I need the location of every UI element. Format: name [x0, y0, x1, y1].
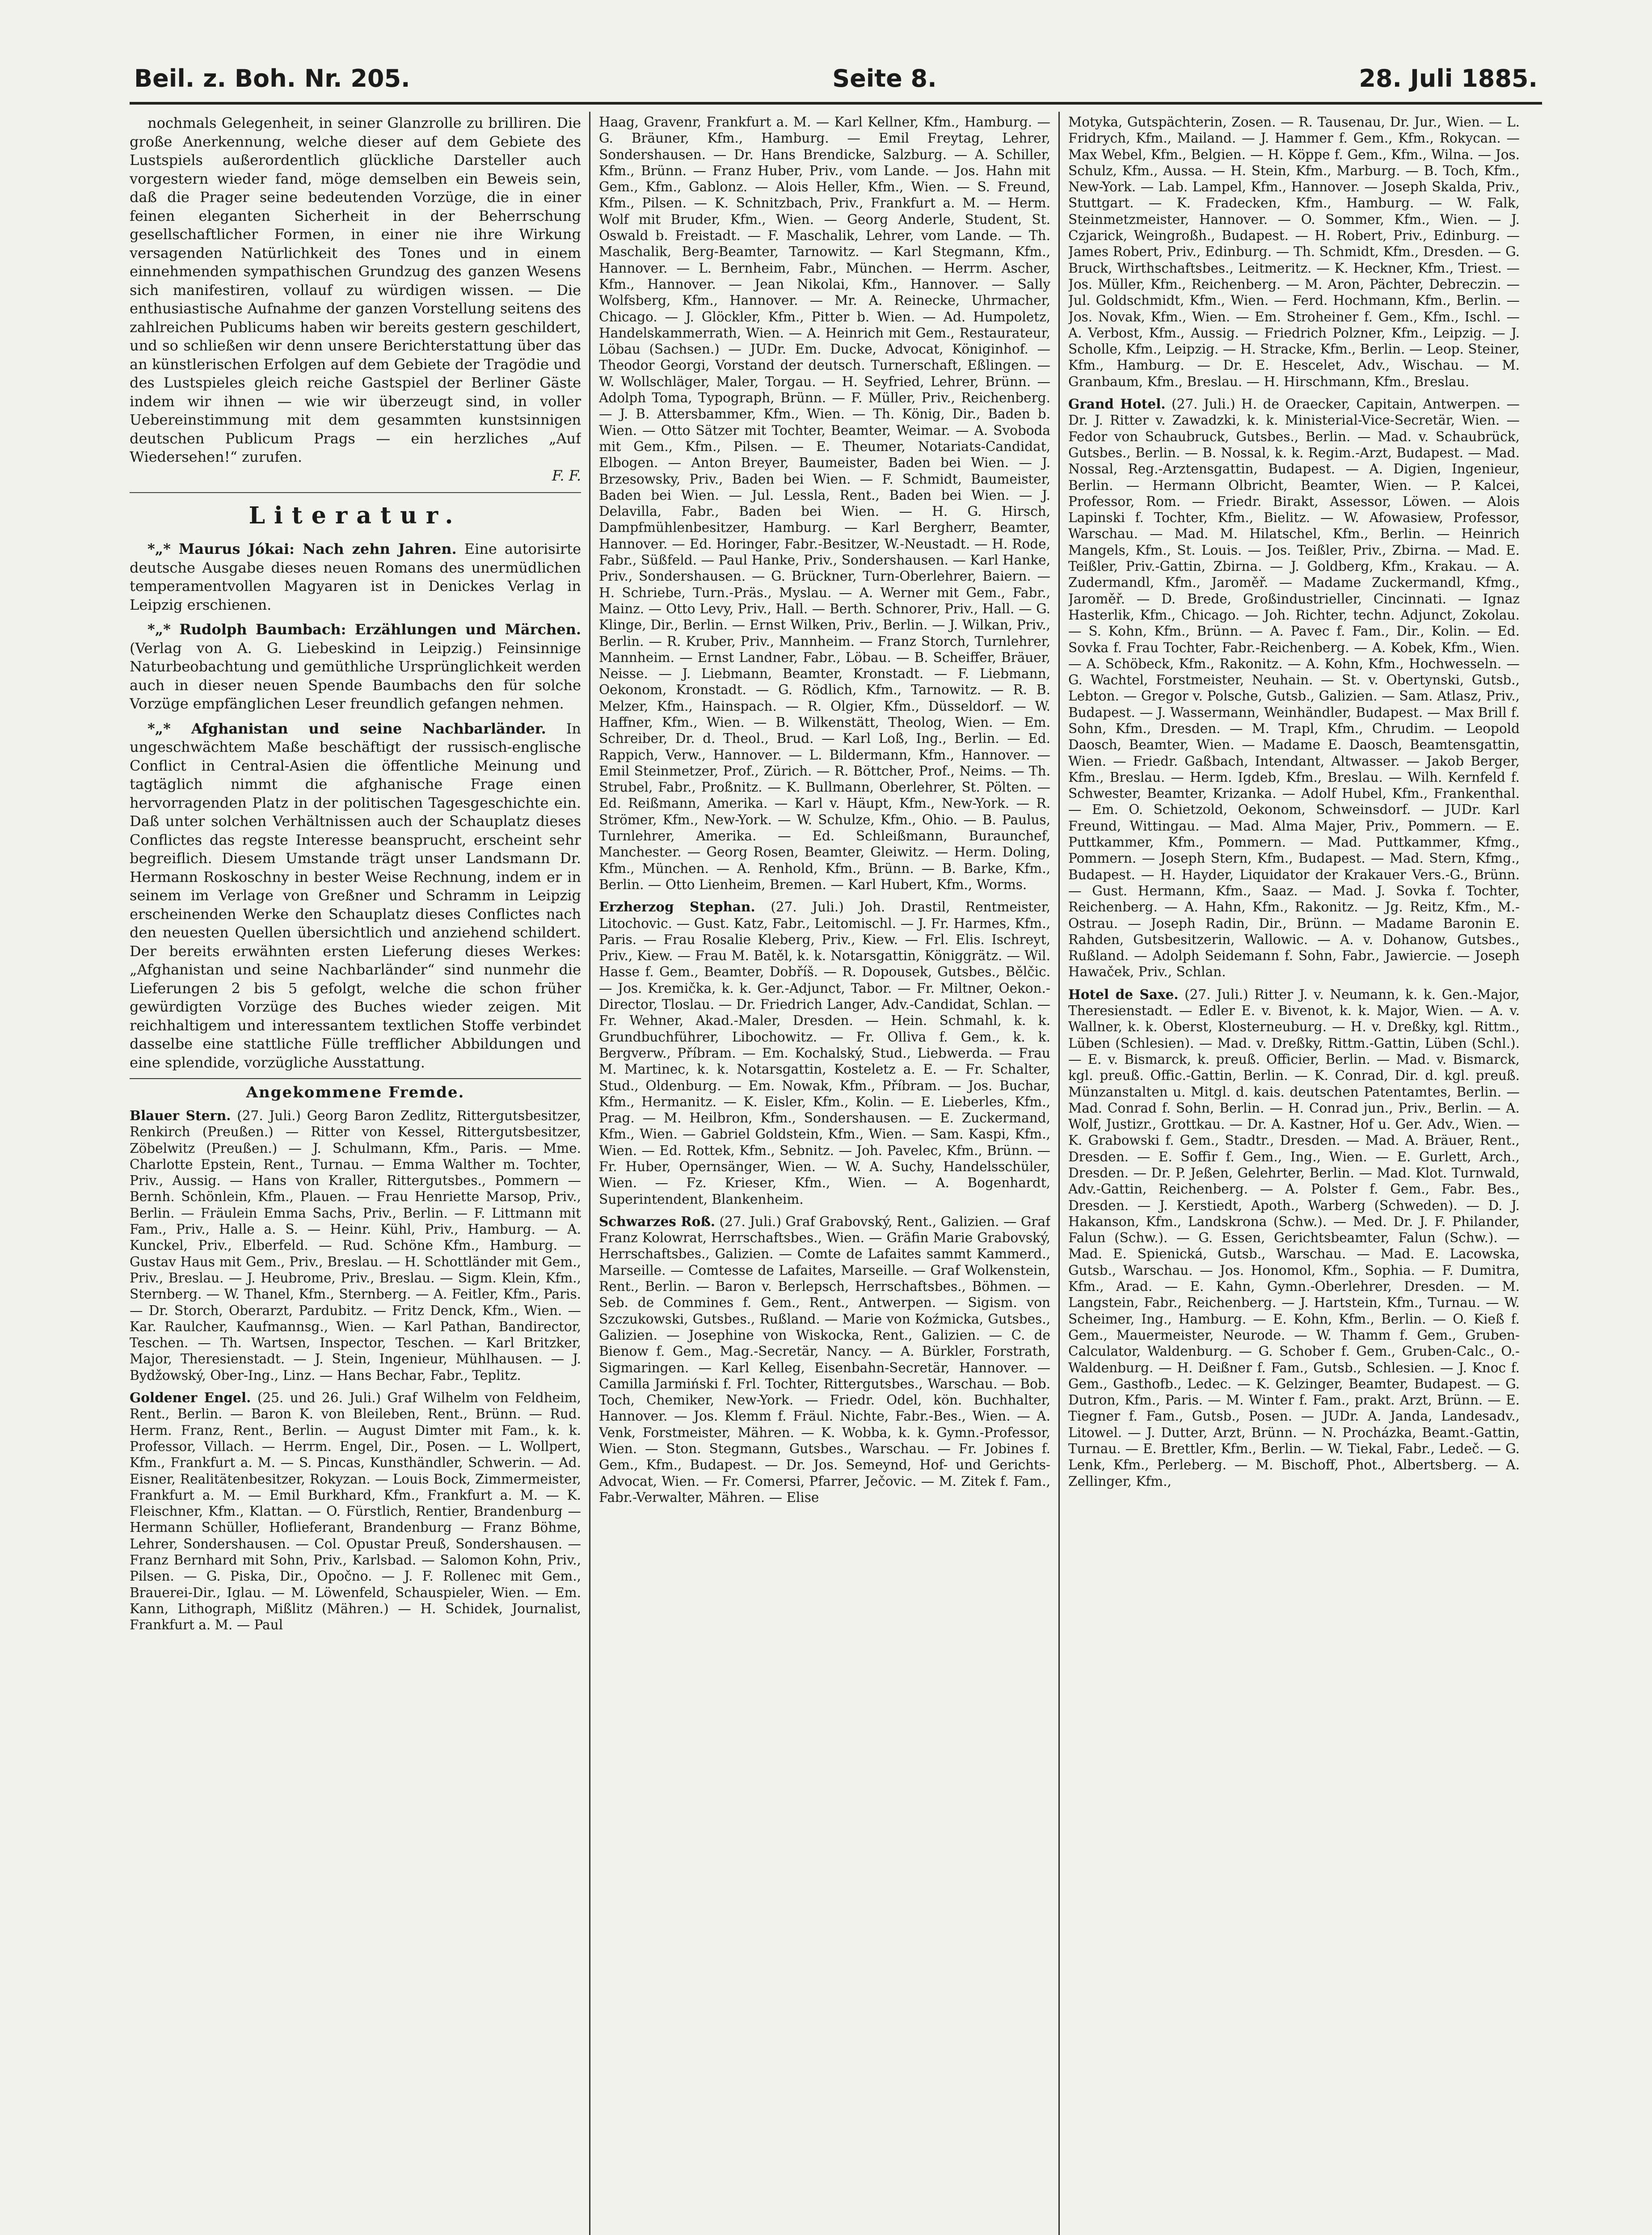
- hotel-name: Blauer Stern.: [130, 1108, 231, 1123]
- literatur-heading: Literatur.: [249, 502, 462, 529]
- literature-item-title: *„* Rudolph Baumbach: Erzählungen und Märchen.: [148, 621, 581, 638]
- hotel-guests: (27. Juli.) H. de Oraecker, Capitain, Antwerpen. — Dr. J. Ritter v. Zawadzki, k. k. Ministerial-Vice-Secretär, Wien. — Fedor von Schaubruck, Gutsbes., Berlin. — Mad. v. Schaubrück, Gutsbes., Berlin. — B. Nossal, k. k. Regim.-Arzt, Budapest. — Mad. Nossal, Reg.-Arztensgattin, Budapest. — A. Digien, Ingenieur, Berlin. — Hermann Olbricht, Beamter, Wien. — P. Kalcei, Professor, Rom. — Friedr. Birakt, Assessor, Löwen. — Alois Lapinski f. Tochter, Kfm., Bielitz. — W. Afowasiew, Professor, Warschau. — Mad. M. Hilatschel, Kfm., Berlin. — Heinrich Mangels, Kfm., St. Louis. — Jos. Teißler, Priv., Zbirna. — Mad. E. Teißler, Priv.-Gattin, Zbirna. — J. Goldberg, Kfm., Krakau. — A. Zudermandl, Kfm., Jaroměř. — Madame Zuckermandl, Kfmg., Jaroměř. — D. Brede, Großindustrieller, Cincinnati. — Ignaz Hasterlik, Kfm., Chicago. — Joh. Richter, techn. Adjunct, Zokolau. — S. Kohn, Kfm., Brünn. — A. Pavec f. Fam., Dir., Kolin. — Ed. Sovka f. Frau Tochter, Fabr.-Reichenberg. — A. Kobek, Kfm., Wien. — A. Schöbeck, Kfm., Rakonitz. — A. Kohn, Kfm., Hochwesseln. — G. Wachtel, Forstmeister, Neuhain. — St. v. Obertynski, Gutsb., Lebton. — Gregor v. Polsche, Gutsb., Galizien. — Sam. Atlasz, Priv., Budapest. — J. Wassermann, Weinhändler, Budapest. — Max Brill f. Sohn, Kfm., Dresden. — M. Trapl, Kfm., Chrudim. — Leopold Daosch, Beamter, Wien. — Madame E. Daosch, Beamtensgattin, Wien. — Friedr. Gaßbach, Intendant, Altwasser. — Jakob Berger, Kfm., Breslau. — Herm. Igdeb, Kfm., Breslau. — Wilh. Kernfeld f. Schwester, Beamter, Krizanka. — Adolf Hubel, Kfm., Frankenthal. — Em. O. Schietzold, Oekonom, Schweinsdorf. — JUDr. Karl Freund, Wittingau. — Mad. Alma Majer, Priv., Pommern. — E. Puttkammer, Kfm., Pommern. — Mad. Puttkammer, Kfmg., Pommern. — Joseph Stern, Kfm., Budapest. — Mad. Stern, Kfmg., Budapest. — H. Hayder, Liquidator der Krakauer Vers.-G., Brünn. — Gust. Hermann, Kfm., Saaz. — Mad. J. Sovka f. Tochter, Reichenberg. — A. Hahn, Kfm., Rakonitz. — Jg. Reitz, Kfm., M.-Ostrau. — Joseph Radin, Dir., Brünn. — Madame Baronin E. Rahden, Gutsbesitzerin, Wallowic. — A. v. Dohanow, Gutsbes., Rußland. — Adolph Seidemann f. Sohn, Fabr., Jawiercie. — Joseph Hawaček, Priv., Schlan.: [1068, 396, 1520, 980]
- column-3: [1068, 114, 1520, 2235]
- hotel-name: Goldener Engel.: [130, 1390, 251, 1406]
- theatre-review-text: nochmals Gelegenheit, in seiner Glanzrolle zu brilliren. Die große Anerkennung, welche dieser auf dem Gebiete des Lustspiels außerordentlich glückliche Darsteller auch vorgestern wieder fand, möge demselben ein Beweis sein, daß die Prager seine bedeutenden Vorzüge, die in einer feinen eleganten Sicherheit in der Beherrschung gesellschaftlicher Formen, in einer nie ihre Wirkung versagenden Natürlichkeit des Tones und in einem einnehmenden sympathischen Grundzug des ganzen Wesens sich manifestiren, vollauf zu würdigen wissen. — Die enthusiastische Aufnahme der ganzen Vorstellung seitens des zahlreichen Publicums haben wir bereits gestern geschildert, und so schließen wir denn unsere Berichterstattung über das an künstlerischen Erfolgen auf dem Gebiete der Tragödie und des Lustspieles gleich reiche Gastspiel der Berliner Gäste indem wir ihnen — wie wir überzeugt sind, in voller Uebereinstimmung mit dem gesammten kunstsinnigen deutschen Publicum Prags — ein herzliches „Auf Wiedersehen!“ zurufen.: [130, 114, 581, 465]
- hotel-guests: (27. Juli.) Georg Baron Zedlitz, Rittergutsbesitzer, Renkirch (Preußen.) — Ritter von Kessel, Rittergutsbesitzer, Zöbelwitz (Preußen.) — J. Schulmann, Kfm., Paris. — Mme. Charlotte Epstein, Rent., Turnau. — Emma Walther m. Tochter, Priv., Aussig. — Hans von Kraller, Rittergutsbes., Pommern — Bernh. Schönlein, Kfm., Plauen. — Frau Henriette Marsop, Priv., Berlin. — Fräulein Emma Sachs, Priv., Berlin. — F. Littmann mit Fam., Priv., Halle a. S. — Heinr. Kühl, Priv., Hamburg. — A. Kunckel, Priv., Elberfeld. — Rud. Schöne Kfm., Hamburg. — Gustav Haus mit Gem., Priv., Breslau. — H. Schottländer mit Gem., Priv., Breslau. — J. Heubrome, Priv., Breslau. — Sigm. Klein, Kfm., Sternberg. — W. Thanel, Kfm., Sternberg. — A. Feitler, Kfm., Paris. — Dr. Storch, Oberarzt, Pardubitz. — Fritz Denck, Kfm., Wien. — Kar. Raulcher, Kaufmannsg., Wien. — Karl Pathan, Bandirector, Teschen. — Th. Wartsen, Inspector, Teschen. — Karl Britzker, Major, Theresienstadt. — J. Stein, Ingenieur, Mühlhausen. — J. Bydžowský, Ober-Ing., Linz. — Hans Bechar, Fabr., Teplitz.: [130, 1108, 581, 1383]
- column-divider: [589, 112, 590, 2235]
- guest-list-continued: Haag, Gravenr, Frankfurt a. M. — Karl Kellner, Kfm., Hamburg. — G. Bräuner, Kfm., Hamburg. — Emil Freytag, Lehrer, Sondershausen. — Dr. Hans Brendicke, Salzburg. — A. Schiller, Kfm., Brünn. — Franz Huber, Priv., vom Lande. — Jos. Hahn mit Gem., Kfm., Gablonz. — Alois Heller, Kfm., Wien. — S. Freund, Kfm., Pilsen. — K. Schnitzbach, Priv., Frankfurt a. M. — Herm. Wolf mit Bruder, Kfm., Wien. — Georg Anderle, Student, St. Oswald b. Freistadt. — F. Maschalik, Lehrer, vom Lande. — Th. Maschalik, Berg-Beamter, Tarnowitz. — Karl Stegmann, Kfm., Hannover. — L. Bernheim, Fabr., München. — Herrm. Ascher, Kfm., Hannover. — Jean Nikolai, Kfm., Hannover. — Sally Wolfsberg, Kfm., Hannover. — Mr. A. Reinecke, Uhrmacher, Chicago. — J. Glöckler, Kfm., Pitter b. Wien. — Ad. Humpoletz, Handelskammerrath, Wien. — A. Heinrich mit Gem., Restaurateur, Löbau (Sachsen.) — JUDr. Em. Ducke, Advocat, Königinhof. — Theodor Georgi, Vorstand der deutsch. Turnerschaft, Eßlingen. — W. Wollschläger, Maler, Torgau. — H. Seyfried, Lehrer, Brünn. — Adolph Toma, Typograph, Brünn. — F. Müller, Priv., Reichenberg. — J. B. Attersbammer, Kfm., Wien. — Th. König, Dir., Baden b. Wien. — Otto Sätzer mit Tochter, Beamter, Weimar. — A. Svoboda mit Gem., Kfm., Pilsen. — E. Theumer, Notariats-Candidat, Elbogen. — Anton Breyer, Baumeister, Baden bei Wien. — J. Brzesowsky, Priv., Baden bei Wien. — F. Schmidt, Baumeister, Baden bei Wien. — Jul. Lessla, Rent., Baden bei Wien. — J. Delavilla, Fabr., Baden bei Wien. — H. G. Hirsch, Dampfmühlenbesitzer, Hamburg. — Karl Bergherr, Beamter, Hannover. — Ed. Horinger, Fabr.-Besitzer, W.-Neustadt. — H. Rode, Fabr., Süßfeld. — Paul Hanke, Priv., Sondershausen. — Karl Hanke, Priv., Sondershausen. — G. Brückner, Turn-Oberlehrer, Baiern. — H. Schriebe, Turn.-Präs., Myslau. — A. Werner mit Gem., Fabr., Mainz. — Otto Levy, Priv., Hall. — Berth. Schnorer, Priv., Hall. — G. Klinge, Dir., Berlin. — Ernst Wilken, Priv., Berlin. — J. Wilkan, Priv., Berlin. — R. Kruber, Priv., Mannheim. — Franz Storch, Turnlehrer, Mannheim. — Ernst Landner, Fabr., Löbau. — B. Scheiffer, Bräuer, Neisse. — J. Liebmann, Beamter, Kronstadt. — F. Liebmann, Oekonom, Kronstadt. — G. Rödlich, Kfm., Tarnowitz. — R. B. Melzer, Kfm., Hainspach. — R. Olgier, Kfm., Düsseldorf. — W. Haffner, Kfm., Wien. — B. Wilkenstätt, Theolog, Wien. — Em. Schreiber, Dr. d. Theol., Brud. — Karl Loß, Ing., Berlin. — Ed. Rappich, Verw., Hannover. — L. Bildermann, Kfm., Hannover. — Emil Steinmetzer, Prof., Zürich. — R. Böttcher, Prof., Neims. — Th. Strubel, Fabr., Proßnitz. — K. Bullmann, Oberlehrer, St. Pölten. — Ed. Reißmann, Amerika. — Karl v. Häupt, Kfm., New-York. — R. Strömer, Kfm., New-York. — W. Schulze, Kfm., Ohio. — B. Paulus, Turnlehrer, Amerika. — Ed. Schleißmann, Buraunchef, Manchester. — Georg Rosen, Beamter, Gleiwitz. — Herm. Doling, Kfm., München. — A. Renhold, Kfm., Brünn. — B. Barke, Kfm., Berlin. — Otto Lienheim, Bremen. — Karl Hubert, Kfm., Worms.: [599, 114, 1050, 892]
- hotel-name: Grand Hotel.: [1068, 396, 1166, 412]
- section-rule: [130, 492, 581, 493]
- hotel-guests: (27. Juli.) Ritter J. v. Neumann, k. k. Gen.-Major, Theresienstadt. — Edler E. v. Bivenot, k. k. Major, Wien. — A. v. Wallner, k. k. Oberst, Klosterneuburg. — H. v. Dreßky, kgl. Rittm., Lüben (Schlesien). — Mad. v. Dreßky, Rittm.-Gattin, Lüben (Schl.). — E. v. Bismarck, k. preuß. Officier, Berlin. — Mad. v. Bismarck, kgl. preuß. Offic.-Gattin, Berlin. — K. Conrad, Dir. d. kgl. preuß. Münzanstalten u. Mitgl. d. kais. deutschen Patentamtes, Berlin. — Mad. Conrad f. Sohn, Berlin. — H. Conrad jun., Priv., Berlin. — A. Wolf, Justizr., Grottkau. — Dr. A. Kastner, Hof u. Ger. Adv., Wien. — K. Grabowski f. Gem., Stadtr., Dresden. — Mad. A. Bräuer, Rent., Dresden. — E. Soffir f. Gem., Ing., Wien. — E. Gurlett, Arch., Dresden. — Dr. P. Jeßen, Gelehrter, Berlin. — Mad. Klot. Turnwald, Adv.-Gattin, Reichenberg. — A. Polster f. Gem., Fabr. Bes., Dresden. — J. Kerstiedt, Apoth., Warberg (Schweden). — D. J. Hakanson, Kfm., Landskrona (Schw.). — Med. Dr. J. F. Philander, Falun (Schw.). — G. Essen, Gerichtsbeamter, Falun (Schw.). — Mad. E. Spienická, Gutsb., Warschau. — Mad. E. Lacowska, Gutsb., Warschau. — Jos. Honomol, Kfm., Sophia. — F. Dumitra, Kfm., Arad. — E. Kahn, Gymn.-Oberlehrer, Dresden. — M. Langstein, Fabr., Reichenberg. — J. Hartstein, Kfm., Turnau. — W. Scheimer, Ing., Hamburg. — E. Kohn, Kfm., Berlin. — O. Kieß f. Gem., Mauermeister, Neurode. — W. Thamm f. Gem., Gruben-Calculator, Waldenburg. — G. Schober f. Gem., Gruben-Calc., O.-Waldenburg. — H. Deißner f. Fam., Gutsb., Schlesien. — J. Knoc f. Gem., Gasthofb., Ledec. — K. Gelzinger, Beamter, Budapest. — G. Dutron, Kfm., Paris. — M. Winter f. Fam., prakt. Arzt, Brünn. — E. Tiegner f. Fam., Gutsb., Posen. — JUDr. A. Janda, Landesadv., Litowel. — J. Dutter, Arzt, Brünn. — N. Procházka, Beamt.-Gattin, Turnau. — E. Brettler, Kfm., Berlin. — W. Tiekal, Fabr., Ledeč. — G. Lenk, Kfm., Perleberg. — M. Bischoff, Phot., Albertsberg. — A. Zellinger, Kfm.,: [1068, 987, 1520, 1489]
- column-1: [130, 114, 581, 2235]
- literature-item-text: (Verlag von A. G. Liebeskind in Leipzig.) Feinsinnige Naturbeobachtung und gemüthliche Ursprünglichkeit werden auch in dieser neuen Spende Baumbachs den für solche Vorzüge empfänglichen Leser freundlich gefangen nehmen.: [130, 639, 581, 712]
- arrivals-heading: Angekommene Fremde.: [130, 1078, 581, 1101]
- hotel-guests: (27. Juli.) Joh. Drastil, Rentmeister, Litochovic. — Gust. Katz, Fabr., Leitomischl. — J. Fr. Harmes, Kfm., Paris. — Frau Rosalie Kleberg, Priv., Kiew. — Frl. Elis. Ischreyt, Priv., Kiew. — Frau M. Batěl, k. k. Notarsgattin, Königgrätz. — Wil. Hasse f. Gem., Beamter, Dobříš. — R. Dopousek, Gutsbes., Bělčic. — Jos. Kremička, k. k. Ger.-Adjunct, Tabor. — Fr. Miltner, Oekon.-Director, Tloslau. — Dr. Friedrich Langer, Adv.-Candidat, Schlan. — Fr. Wehner, Akad.-Maler, Dresden. — Hein. Schmahl, k. k. Grundbuchführer, Libochowitz. — Fr. Olliva f. Gem., k. k. Bergverw., Příbram. — Em. Kochalský, Stud., Liebwerda. — Frau M. Martinec, k. k. Notarsgattin, Kosteletz a. E. — Fr. Schalter, Stud., Oldenburg. — Em. Nowak, Kfm., Příbram. — Jos. Buchar, Kfm., Hermanitz. — K. Eisler, Kfm., Kolin. — E. Lieberles, Kfm., Prag. — M. Heilbron, Kfm., Sondershausen. — E. Zuckermand, Kfm., Wien. — Gabriel Goldstein, Kfm., Wien. — Sam. Kaspi, Kfm., Wien. — Ed. Rottek, Kfm., Sebnitz. — Joh. Pavelec, Kfm., Brünn. — Fr. Huber, Opernsänger, Wien. — W. A. Suchy, Handelsschüler, Wien. — Fz. Krieser, Kfm., Wien. — A. Bogenhardt, Superintendent, Blankenheim.: [599, 899, 1050, 1207]
- header-issue: Beil. z. Boh. Nr. 205.: [134, 64, 410, 93]
- column-divider: [1058, 112, 1060, 2235]
- hotel-name: Erzherzog Stephan.: [599, 899, 755, 915]
- header-date: 28. Juli 1885.: [1359, 64, 1538, 93]
- literature-item-text: In ungeschwächtem Maße beschäftigt der russisch-englische Conflict in Central-Asien die öffentliche Meinung und tagtäglich nimmt die afghanische Frage einen hervorragenden Platz in der politischen Tagesgeschichte ein. Daß unter solchen Verhältnissen auch der Schauplatz dieses Conflictes das regste Interesse beansprucht, erscheint sehr begreiflich. Diesem Umstande trägt unser Landsmann Dr. Hermann Roskoschny in bester Weise Rechnung, indem er in seinem im Verlage von Greßner und Schramm in Leipzig erscheinenden Werke den Schauplatz dieses Conflictes nach den neuesten Quellen übersichtlich und anziehend schildert. Der bereits erwähnten ersten Lieferung dieses Werkes: „Afghanistan und seine Nachbarländer“ sind nunmehr die Lieferungen 2 bis 5 gefolgt, welche die schon früher gewürdigten Vorzüge des Buches wieder zeigen. Mit reichhaltigem und interessantem textlichen Stoffe verbindet dasselbe eine stattliche Fülle trefflicher Abbildungen und eine splendide, vorzügliche Ausstattung.: [130, 720, 581, 1071]
- hotel-guests: (27. Juli.) Graf Grabovský, Rent., Galizien. — Graf Franz Kolowrat, Herrschaftsbes., Wien. — Gräfin Marie Grabovský, Herrschaftsbes., Galizien. — Comte de Lafaites sammt Kammerd., Marseille. — Comtesse de Lafaites, Marseille. — Graf Wolkenstein, Rent., Berlin. — Baron v. Berlepsch, Herrschaftsbes., Böhmen. — Seb. de Commines f. Gem., Rent., Antwerpen. — Sigism. von Szczukowski, Gutsbes., Rußland. — Marie von Koźmicka, Gutsbes., Galizien. — Josephine von Wiskocka, Rent., Galizien. — C. de Bienow f. Gem., Mag.-Secretär, Nancy. — A. Bürkler, Forstrath, Sigmaringen. — Karl Kelleg, Eisenbahn-Secretär, Hannover. — Camilla Jarmiński f. Frl. Tochter, Rittergutsbes., Warschau. — Bob. Toch, Chemiker, New-York. — Friedr. Odel, kön. Buchhalter, Hannover. — Jos. Klemm f. Fräul. Nichte, Fabr.-Bes., Wien. — A. Venk, Forstmeister, Mähren. — K. Wobba, k. k. Gymn.-Professor, Wien. — Ston. Stegmann, Gutsbes., Warschau. — Fr. Jobines f. Gem., Kfm., Budapest. — Dr. Jos. Semeynd, Hof- und Gerichts-Advocat, Wien. — Fr. Comersi, Pfarrer, Ječovic. — M. Zitek f. Fam., Fabr.-Verwalter, Mähren. — Elise: [599, 1214, 1050, 1505]
- literature-item: [130, 540, 581, 614]
- column-2: [599, 114, 1050, 2235]
- hotel-entry: [1068, 396, 1520, 980]
- hotel-entry: [599, 899, 1050, 1207]
- hotel-name: Hotel de Saxe.: [1068, 986, 1179, 1002]
- literature-item-title: *„* Afghanistan und seine Nachbarländer.: [148, 720, 546, 737]
- hotel-entry: [130, 1108, 581, 1383]
- header-page-number: Seite 8.: [832, 64, 937, 93]
- hotel-name: Schwarzes Roß.: [599, 1213, 716, 1229]
- guest-list-continued: Motyka, Gutspächterin, Zosen. — R. Tausenau, Dr. Jur., Wien. — L. Fridrych, Kfm., Mailand. — J. Hammer f. Gem., Kfm., Rokycan. — Max Webel, Kfm., Belgien. — H. Köppe f. Gem., Kfm., Wilna. — Jos. Schulz, Kfm., Aussa. — H. Stein, Kfm., Marburg. — B. Toch, Kfm., New-York. — Lab. Lampel, Kfm., Hannover. — Joseph Skalda, Priv., Stuttgart. — K. Fradecken, Kfm., Hamburg. — W. Falk, Steinmetzmeister, Hannover. — O. Sommer, Kfm., Wien. — J. Czjarick, Weingroßh., Budapest. — H. Robert, Priv., Edinburg. — James Robert, Priv., Edinburg. — Th. Schmidt, Kfm., Dresden. — G. Bruck, Wirthschaftsbes., Leitmeritz. — K. Heckner, Kfm., Triest. — Jos. Müller, Kfm., Reichenberg. — M. Aron, Pächter, Debreczin. — Jul. Goldschmidt, Kfm., Wien. — Ferd. Hochmann, Kfm., Berlin. — Jos. Novak, Kfm., Wien. — Em. Stroheiner f. Gem., Kfm., Ischl. — A. Verbost, Kfm., Aussig. — Friedrich Polzner, Kfm., Leipzig. — J. Scholle, Kfm., Leipzig. — H. Stracke, Kfm., Berlin. — Leop. Steiner, Kfm., Hamburg. — Dr. E. Hescelet, Adv., Wischau. — M. Granbaum, Kfm., Breslau. — H. Hirschmann, Kfm., Breslau.: [1068, 114, 1520, 389]
- literature-item-title: *„* Maurus Jókai: Nach zehn Jahren.: [148, 540, 457, 557]
- literature-item: [130, 620, 581, 713]
- literature-item: [130, 720, 581, 1072]
- review-signature: F. F.: [552, 467, 581, 484]
- hotel-entry: [1068, 987, 1520, 1489]
- page-header: [134, 58, 1538, 98]
- hotel-guests: (25. und 26. Juli.) Graf Wilhelm von Feldheim, Rent., Berlin. — Baron K. von Bleileben, Rent., Brünn. — Rud. Herm. Franz, Rent., Berlin. — August Dimter mit Fam., k. k. Professor, Villach. — Herrm. Engel, Dir., Posen. — L. Wollpert, Kfm., Frankfurt a. M. — S. Pincas, Kunsthändler, Schwerin. — Ad. Eisner, Realitätenbesitzer, Rokyzan. — Louis Bock, Zimmermeister, Frankfurt a. M. — Emil Burkhard, Kfm., Frankfurt a. M. — K. Fleischner, Kfm., Klattan. — O. Fürstlich, Rentier, Brandenburg — Hermann Schüller, Hoflieferant, Brandenburg — Franz Böhme, Lehrer, Sondershausen. — Col. Opustar Preuß, Sondershausen. — Franz Bernhard mit Sohn, Priv., Karlsbad. — Salomon Kohn, Priv., Pilsen. — G. Piska, Dir., Opočno. — J. F. Rollenec mit Gem., Brauerei-Dir., Iglau. — M. Löwenfeld, Schauspieler, Wien. — Em. Kann, Lithograph, Mißlitz (Mähren.) — H. Schidek, Journalist, Frankfurt a. M. — Paul: [130, 1390, 581, 1633]
- literature-item-text: Eine autorisirte deutsche Ausgabe dieses neuen Romans des unermüdlichen temperamentvollen Magyaren ist in Denickes Verlag in Leipzig erschienen.: [130, 540, 581, 613]
- hotel-entry: [130, 1390, 581, 1633]
- theatre-review-ending: [130, 114, 581, 485]
- hotel-entry: [599, 1214, 1050, 1505]
- header-rule: [130, 102, 1542, 105]
